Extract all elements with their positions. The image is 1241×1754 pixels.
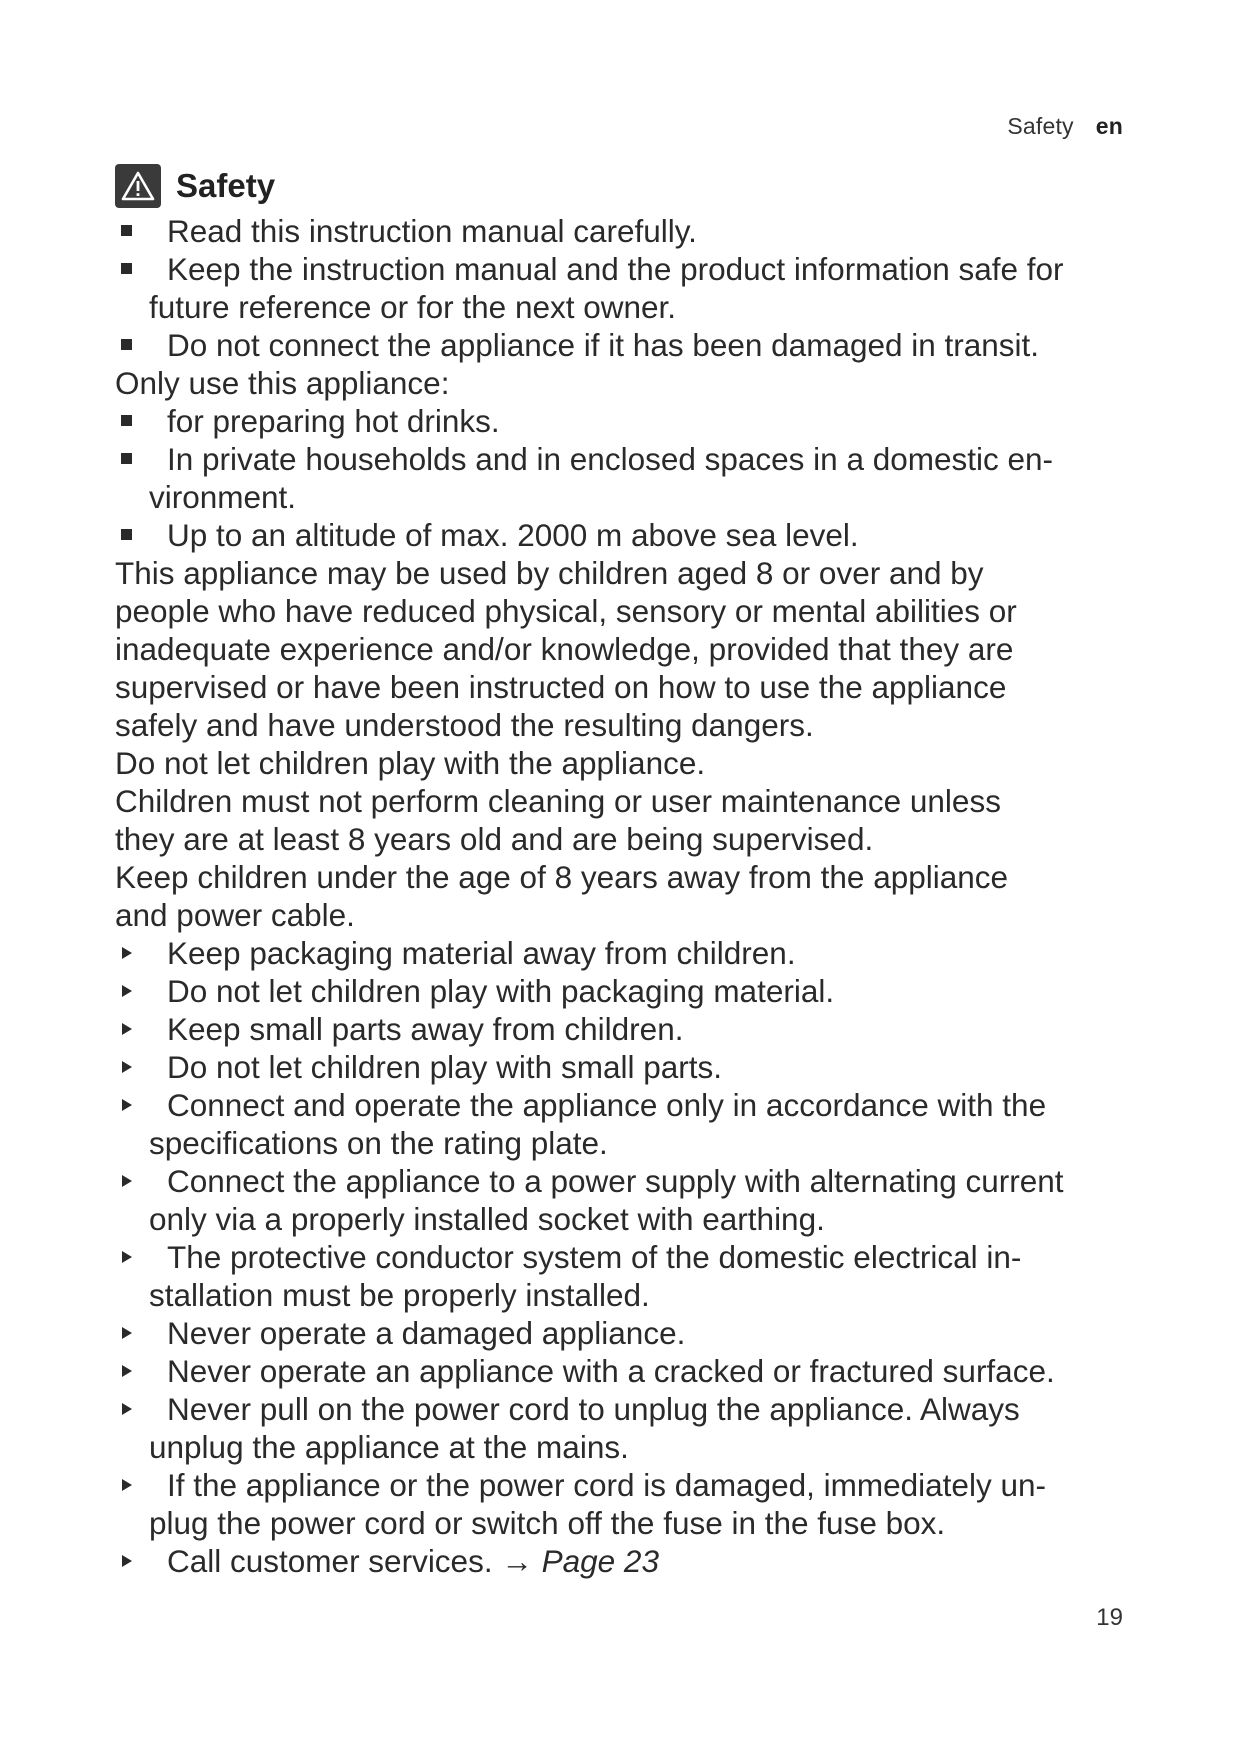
triangle-bullet-icon — [122, 1403, 132, 1415]
triangle-bullet-icon — [122, 1061, 132, 1073]
section-heading — [115, 162, 1155, 210]
list-item — [115, 326, 1155, 364]
instruction-text: Keep packaging material away from children. — [167, 935, 796, 971]
list-item-continuation: vironment. — [149, 479, 297, 515]
instruction-text: If the appliance or the power cord is damaged, immediately un- — [167, 1467, 1046, 1503]
list-item — [115, 212, 1155, 250]
square-bullet-icon — [121, 225, 132, 236]
triangle-bullet-icon — [122, 1251, 132, 1263]
warning-triangle-icon — [115, 164, 161, 208]
instruction-text: Connect the appliance to a power supply with alternating current — [167, 1163, 1064, 1199]
instruction-item — [115, 1086, 1155, 1162]
running-header-language: en — [1095, 113, 1123, 139]
square-bullet-icon — [121, 339, 132, 350]
children-cleaning-paragraph — [115, 782, 1155, 858]
section-title: Safety — [176, 167, 276, 204]
instruction-item — [115, 1352, 1155, 1390]
instruction-text: Never operate an appliance with a cracked or fractured surface. — [167, 1353, 1055, 1389]
instruction-item — [115, 1314, 1155, 1352]
square-bullet-icon — [121, 263, 132, 274]
triangle-bullet-icon — [122, 1479, 132, 1491]
instruction-text: Never pull on the power cord to unplug the appliance. Always — [167, 1391, 1020, 1427]
page-cross-reference-link[interactable]: Page 23 — [541, 1543, 659, 1579]
instruction-text: Connect and operate the appliance only in accordance with the — [167, 1087, 1047, 1123]
children-play-paragraph: Do not let children play with the appliance. — [115, 745, 706, 781]
arrow-right-icon: → — [501, 1543, 533, 1579]
list-item-continuation: future reference or for the next owner. — [149, 289, 677, 325]
instruction-continuation: stallation must be properly installed. — [149, 1277, 650, 1313]
instruction-text: Do not let children play with packaging material. — [167, 973, 835, 1009]
children-age-paragraph — [115, 858, 1155, 934]
instruction-text: Call customer services. — [167, 1543, 502, 1579]
instruction-continuation: plug the power cord or switch off the fuse in the fuse box. — [149, 1505, 946, 1541]
triangle-bullet-icon — [122, 1099, 132, 1111]
instruction-text: Do not let children play with small parts. — [167, 1049, 722, 1085]
instruction-text: Keep small parts away from children. — [167, 1011, 684, 1047]
square-bullet-icon — [121, 453, 132, 464]
square-bullet-icon — [121, 529, 132, 540]
triangle-bullet-icon — [122, 1555, 132, 1567]
instruction-item — [115, 1010, 1155, 1048]
instruction-item — [115, 1238, 1155, 1314]
instruction-item — [115, 972, 1155, 1010]
paragraph-line: people who have reduced physical, sensory or mental abilities or — [115, 593, 1017, 629]
instruction-continuation: unplug the appliance at the mains. — [149, 1429, 629, 1465]
use-intro: Only use this appliance: — [115, 365, 450, 401]
triangle-bullet-icon — [122, 1023, 132, 1035]
triangle-bullet-icon — [122, 1365, 132, 1377]
list-item-text: Up to an altitude of max. 2000 m above sea level. — [167, 517, 859, 553]
instruction-item — [115, 934, 1155, 972]
square-bullet-icon — [121, 415, 132, 426]
instruction-item — [115, 1390, 1155, 1466]
running-header — [1007, 113, 1123, 140]
children-paragraph — [115, 554, 1155, 744]
list-item-text: Read this instruction manual carefully. — [167, 213, 697, 249]
page-number: 19 — [1096, 1604, 1123, 1631]
paragraph-line: Children must not perform cleaning or user maintenance unless — [115, 783, 1001, 819]
list-item-text: Keep the instruction manual and the product information safe for — [167, 251, 1064, 287]
list-item-text: In private households and in enclosed spaces in a domestic en- — [167, 441, 1054, 477]
paragraph-line: inadequate experience and/or knowledge, provided that they are — [115, 631, 1014, 667]
running-header-section: Safety — [1007, 113, 1074, 139]
instruction-item — [115, 1466, 1155, 1542]
triangle-bullet-icon — [122, 947, 132, 959]
list-item — [115, 516, 1155, 554]
instruction-item — [115, 1542, 1155, 1580]
paragraph-line: This appliance may be used by children aged 8 or over and by — [115, 555, 984, 591]
list-item — [115, 250, 1155, 326]
instruction-item — [115, 1162, 1155, 1238]
list-item — [115, 402, 1155, 440]
page-content — [115, 162, 1155, 1580]
paragraph-line: supervised or have been instructed on how to use the appliance — [115, 669, 1007, 705]
instruction-text: The protective conductor system of the domestic electrical in- — [167, 1239, 1022, 1275]
instruction-text: Never operate a damaged appliance. — [167, 1315, 686, 1351]
list-item — [115, 440, 1155, 516]
list-item-text: for preparing hot drinks. — [167, 403, 500, 439]
paragraph-line: Keep children under the age of 8 years away from the appliance — [115, 859, 1009, 895]
triangle-bullet-icon — [122, 985, 132, 997]
paragraph-line: they are at least 8 years old and are being supervised. — [115, 821, 874, 857]
paragraph-line: safely and have understood the resulting dangers. — [115, 707, 814, 743]
list-item-text: Do not connect the appliance if it has been damaged in transit. — [167, 327, 1040, 363]
triangle-bullet-icon — [122, 1327, 132, 1339]
paragraph-line: and power cable. — [115, 897, 355, 933]
instruction-continuation: only via a properly installed socket with earthing. — [149, 1201, 825, 1237]
instruction-continuation: specifications on the rating plate. — [149, 1125, 608, 1161]
instruction-item — [115, 1048, 1155, 1086]
triangle-bullet-icon — [122, 1175, 132, 1187]
